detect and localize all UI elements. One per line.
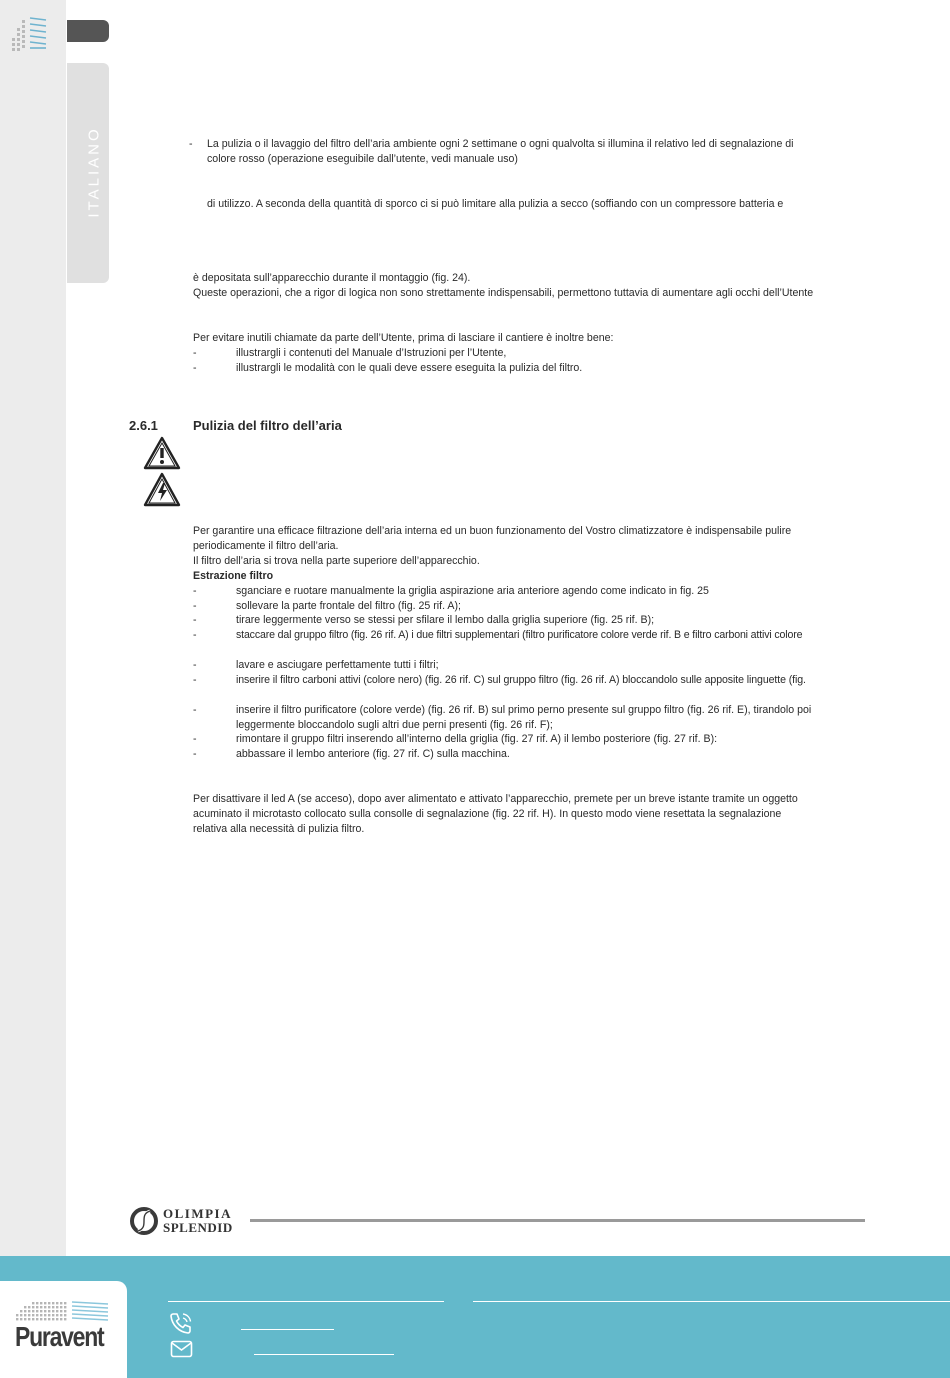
reset-text-line1: Per disattivare il led A (se acceso), dopo aver alimentato e attivato l’apparecchio, premete per un breve istante tramite un oggetto — [193, 793, 798, 805]
step-text: abbassare il lembo anteriore (fig. 27 rif. C) sulla macchina. — [236, 748, 510, 760]
footer — [0, 1256, 950, 1378]
olimpia-logo-icon — [129, 1206, 159, 1241]
intro-fragment: di utilizzo. A seconda della quantità di sporco ci si può limitare alla pulizia a secco (soffiando con un compressore batteria e — [207, 198, 784, 210]
intro-bullet-line2: colore rosso (operazione eseguibile dall’utente, vedi manuale uso) — [207, 153, 518, 165]
step-text: tirare leggermente verso se stessi per sfilare il lembo dalla griglia superiore (fig. 25 rif. B); — [236, 614, 655, 626]
step-text: sganciare e ruotare manualmente la griglia aspirazione aria anteriore agendo come indicato in fig. 25 — [236, 585, 709, 597]
electric-hazard-icon — [143, 472, 181, 513]
footer-divider — [473, 1301, 950, 1302]
phone-field-line — [241, 1329, 334, 1330]
subheading: Estrazione filtro — [193, 570, 274, 582]
splendid-wordmark: SPLENDID — [163, 1220, 233, 1235]
dash: - — [193, 362, 197, 374]
footer-divider — [250, 1219, 865, 1222]
intro-fragment: è depositata sull’apparecchio durante il montaggio (fig. 24). — [193, 272, 471, 284]
reset-text-line2: acuminato il microtasto collocato sulla consolle di segnalazione (fig. 22 rif. H). In questo modo viene resettata la segnalazione — [193, 808, 782, 820]
section-title: Pulizia del filtro dell’aria — [193, 418, 342, 433]
avoid-calls-text: Per evitare inutili chiamate da parte dell’Utente, prima di lasciare il cantiere è inoltre bene: — [193, 332, 614, 344]
olimpia-wordmark: OLIMPIA — [163, 1206, 232, 1221]
filter-location-text: Il filtro dell’aria si trova nella parte superiore dell’apparecchio. — [193, 555, 480, 567]
step-text: staccare dal gruppo filtro (fig. 26 rif. A) i due filtri supplementari (filtro purificatore colore verde rif. B e filtro carboni attivi colore — [236, 629, 803, 641]
dash: - — [193, 733, 197, 745]
step-text: lavare e asciugare perfettamente tutti i filtri; — [236, 659, 439, 671]
step-text: inserire il filtro carboni attivi (colore nero) (fig. 26 rif. C) sul gruppo filtro (fig. 26 rif. A) bloccandolo sulle apposite linguette (fig. — [236, 674, 806, 686]
warning-icon — [143, 436, 181, 475]
footer-divider — [168, 1301, 444, 1302]
brand-logo-icon — [10, 14, 50, 59]
step-text: inserire il filtro purificatore (colore verde) (fig. 26 rif. B) sul primo perno presente sul gruppo filtro (fig. 26 rif. E), tirandolo poi — [236, 704, 812, 716]
page-tab — [67, 20, 109, 42]
intro-paragraph-line2: periodicamente il filtro dell’aria. — [193, 540, 339, 552]
intro-paragraph-line1: Per garantire una efficace filtrazione dell’aria interna ed un buon funzionamento del Vostro climatizzatore è indispensabile pulire — [193, 525, 792, 537]
step-text: sollevare la parte frontale del filtro (fig. 25 rif. A); — [236, 600, 461, 612]
dash: - — [193, 629, 197, 641]
section-number: 2.6.1 — [129, 418, 158, 433]
sidebar — [0, 0, 66, 1256]
dash: - — [193, 614, 197, 626]
dash: - — [193, 748, 197, 760]
list-item-text: illustrargli i contenuti del Manuale d’Istruzioni per l’Utente, — [236, 347, 507, 359]
intro-fragment: Queste operazioni, che a rigor di logica non sono strettamente indispensabili, permettono tuttavia di aumentare agli occhi dell’Utente — [193, 287, 814, 299]
list-item-text: illustrargli le modalità con le quali deve essere eseguita la pulizia del filtro. — [236, 362, 583, 374]
puravent-wordmark: Puravent — [15, 1321, 104, 1352]
email-field-line — [254, 1354, 394, 1355]
dash: - — [193, 704, 197, 716]
language-label: ITALIANO — [85, 126, 103, 218]
phone-icon — [168, 1311, 194, 1340]
dash: - — [193, 674, 197, 686]
step-text: rimontare il gruppo filtri inserendo all’interno della griglia (fig. 27 rif. A) il lembo posteriore (fig. 27 rif. B): — [236, 733, 718, 745]
dash: - — [193, 347, 197, 359]
dash: - — [189, 138, 193, 150]
reset-text-line3: relativa alla necessità di pulizia filtro. — [193, 823, 365, 835]
intro-bullet-line1: La pulizia o il lavaggio del filtro dell’aria ambiente ogni 2 settimane o ogni qualvolta si illumina il relativo led di segnalazione di — [207, 138, 794, 150]
dash: - — [193, 585, 197, 597]
email-icon — [170, 1340, 194, 1363]
dash: - — [193, 659, 197, 671]
step-text: leggermente bloccandolo sugli altri due perni presenti (fig. 26 rif. F); — [236, 719, 553, 731]
dash: - — [193, 600, 197, 612]
